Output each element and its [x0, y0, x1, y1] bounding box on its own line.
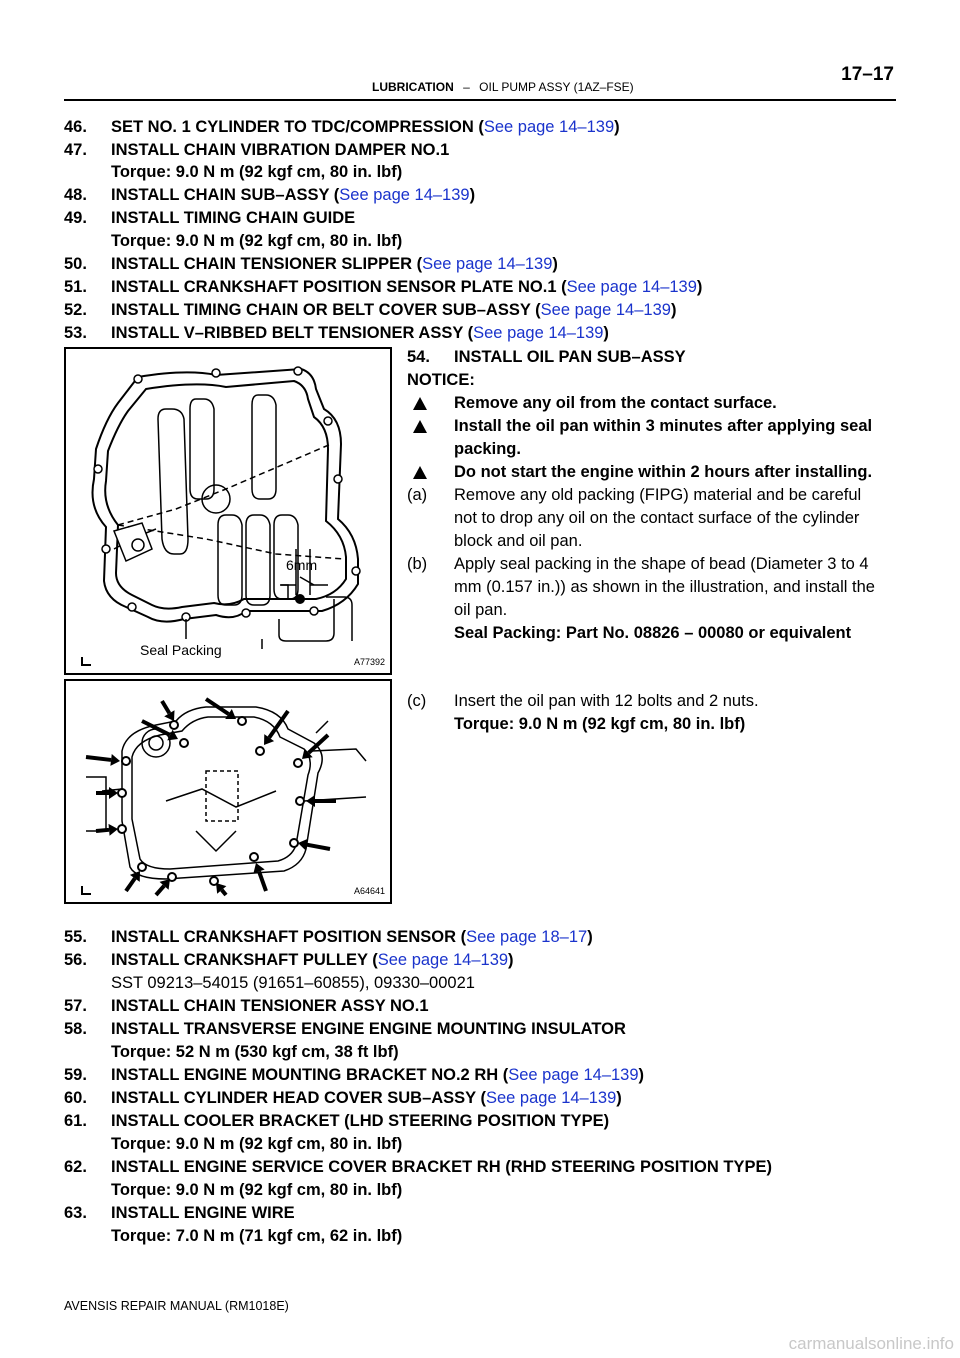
torque-47: Torque: 9.0 N m (92 kgf cm, 80 in. lbf)	[111, 163, 403, 181]
substep-b-label: (b)	[407, 555, 428, 573]
bolt-marker	[238, 717, 246, 725]
substep-c-torque: Torque: 9.0 N m (92 kgf cm, 80 in. lbf)	[454, 715, 746, 733]
header-rule	[64, 99, 896, 101]
figure-oil-pan-bolts	[64, 679, 392, 904]
bolt-arrow-shaft	[156, 886, 164, 895]
substep-a-line-1: Remove any old packing (FIPG) material and be careful	[454, 486, 862, 504]
link-step-50[interactable]: See page 14–139	[422, 255, 553, 273]
substep-a-line-2: not to drop any oil on the contact surface of the cylinder	[454, 509, 860, 527]
substep-b-line-2: mm (0.157 in.)) as shown in the illustration, and install the	[454, 578, 875, 596]
bolt-marker	[138, 863, 146, 871]
bolt-arrow-head-icon	[110, 754, 120, 766]
link-step-52[interactable]: See page 14–139	[540, 301, 671, 319]
bolt-marker	[122, 757, 130, 765]
bolt-arrow-shaft	[96, 830, 109, 831]
oil-pan-bolts-illustration	[66, 681, 390, 902]
bolt-arrow-head-icon	[306, 795, 315, 807]
bolt-arrow-shaft	[162, 701, 169, 713]
torque-49: Torque: 9.0 N m (92 kgf cm, 80 in. lbf)	[111, 232, 403, 250]
warning-triangle-icon	[413, 397, 427, 410]
torque-58: Torque: 52 N m (530 kgf cm, 38 ft lbf)	[111, 1043, 399, 1061]
bolt-marker	[118, 825, 126, 833]
bolt-arrow-shaft	[222, 890, 226, 895]
bolt-marker	[256, 747, 264, 755]
footer-manual-title: AVENSIS REPAIR MANUAL (RM1018E)	[64, 1299, 289, 1313]
label-seal-packing: Seal Packing	[140, 642, 222, 658]
label-6mm: 6mm	[286, 557, 318, 573]
link-step-55[interactable]: See page 18–17	[466, 928, 588, 946]
bolt-arrow-head-icon	[108, 824, 118, 836]
bolt-marker	[296, 797, 304, 805]
notice-2: Install the oil pan within 3 minutes after applying seal	[454, 417, 873, 435]
warning-triangle-icon	[413, 420, 427, 433]
link-step-59[interactable]: See page 14–139	[508, 1066, 639, 1084]
figure-code: A64641	[353, 886, 385, 896]
link-step-53[interactable]: See page 14–139	[473, 324, 604, 342]
bolt-marker	[250, 853, 258, 861]
header-dash: –	[463, 80, 470, 94]
bolt-marker	[170, 721, 178, 729]
torque-63: Torque: 7.0 N m (71 kgf cm, 62 in. lbf)	[111, 1227, 403, 1245]
substep-b-line-3: oil pan.	[454, 601, 508, 619]
torque-62: Torque: 9.0 N m (92 kgf cm, 80 in. lbf)	[111, 1181, 403, 1199]
bolt-arrow-shaft	[259, 871, 266, 891]
link-step-60[interactable]: See page 14–139	[485, 1089, 617, 1107]
notice-label: NOTICE:	[407, 371, 475, 389]
substep-b-line-1: Apply seal packing in the shape of bead (Diameter 3 to 4	[454, 555, 869, 573]
link-step-56[interactable]: See page 14–139	[377, 951, 509, 969]
link-step-46[interactable]: See page 14–139	[483, 118, 615, 136]
bolt-arrow-shaft	[307, 845, 330, 849]
bolt-marker	[118, 789, 126, 797]
seal-packing-spec: Seal Packing: Part No. 08826 – 00080 or equivalent	[454, 624, 852, 642]
figure-oil-pan-seal-packing	[64, 347, 392, 675]
substep-c-label: (c)	[407, 692, 427, 710]
bolt-arrow-shaft	[86, 757, 111, 760]
figure-corner-mark-icon	[80, 656, 92, 666]
page-number: 17–17	[841, 64, 894, 85]
sst-56: SST 09213–54015 (91651–60855), 09330–00021	[111, 974, 475, 992]
notice-1: Remove any oil from the contact surface.	[454, 394, 777, 412]
figure-code: A77392	[353, 657, 385, 667]
substep-c-line: Insert the oil pan with 12 bolts and 2 nuts.	[454, 692, 759, 710]
bolt-marker	[294, 759, 302, 767]
substep-a-line-3: block and oil pan.	[454, 532, 583, 550]
torque-61: Torque: 9.0 N m (92 kgf cm, 80 in. lbf)	[111, 1135, 403, 1153]
bolt-markers	[118, 717, 304, 885]
link-step-51[interactable]: See page 14–139	[566, 278, 697, 296]
link-step-48[interactable]: See page 14–139	[339, 186, 470, 204]
figure-corner-mark-icon	[80, 885, 92, 895]
bolt-marker	[180, 739, 188, 747]
bolt-marker	[290, 839, 298, 847]
oil-pan-illustration	[66, 349, 390, 673]
watermark: carmanualsonline.info	[788, 1334, 954, 1353]
notice-2-cont: packing.	[454, 440, 521, 458]
warning-triangle-icon	[413, 466, 427, 479]
running-header	[372, 80, 634, 94]
notice-3: Do not start the engine within 2 hours after installing.	[454, 463, 873, 481]
header-subsection: OIL PUMP ASSY (1AZ–FSE)	[479, 80, 634, 94]
substep-a-label: (a)	[407, 486, 428, 504]
bolt-arrow-shaft	[126, 878, 135, 891]
header-section: LUBRICATION	[372, 80, 454, 94]
